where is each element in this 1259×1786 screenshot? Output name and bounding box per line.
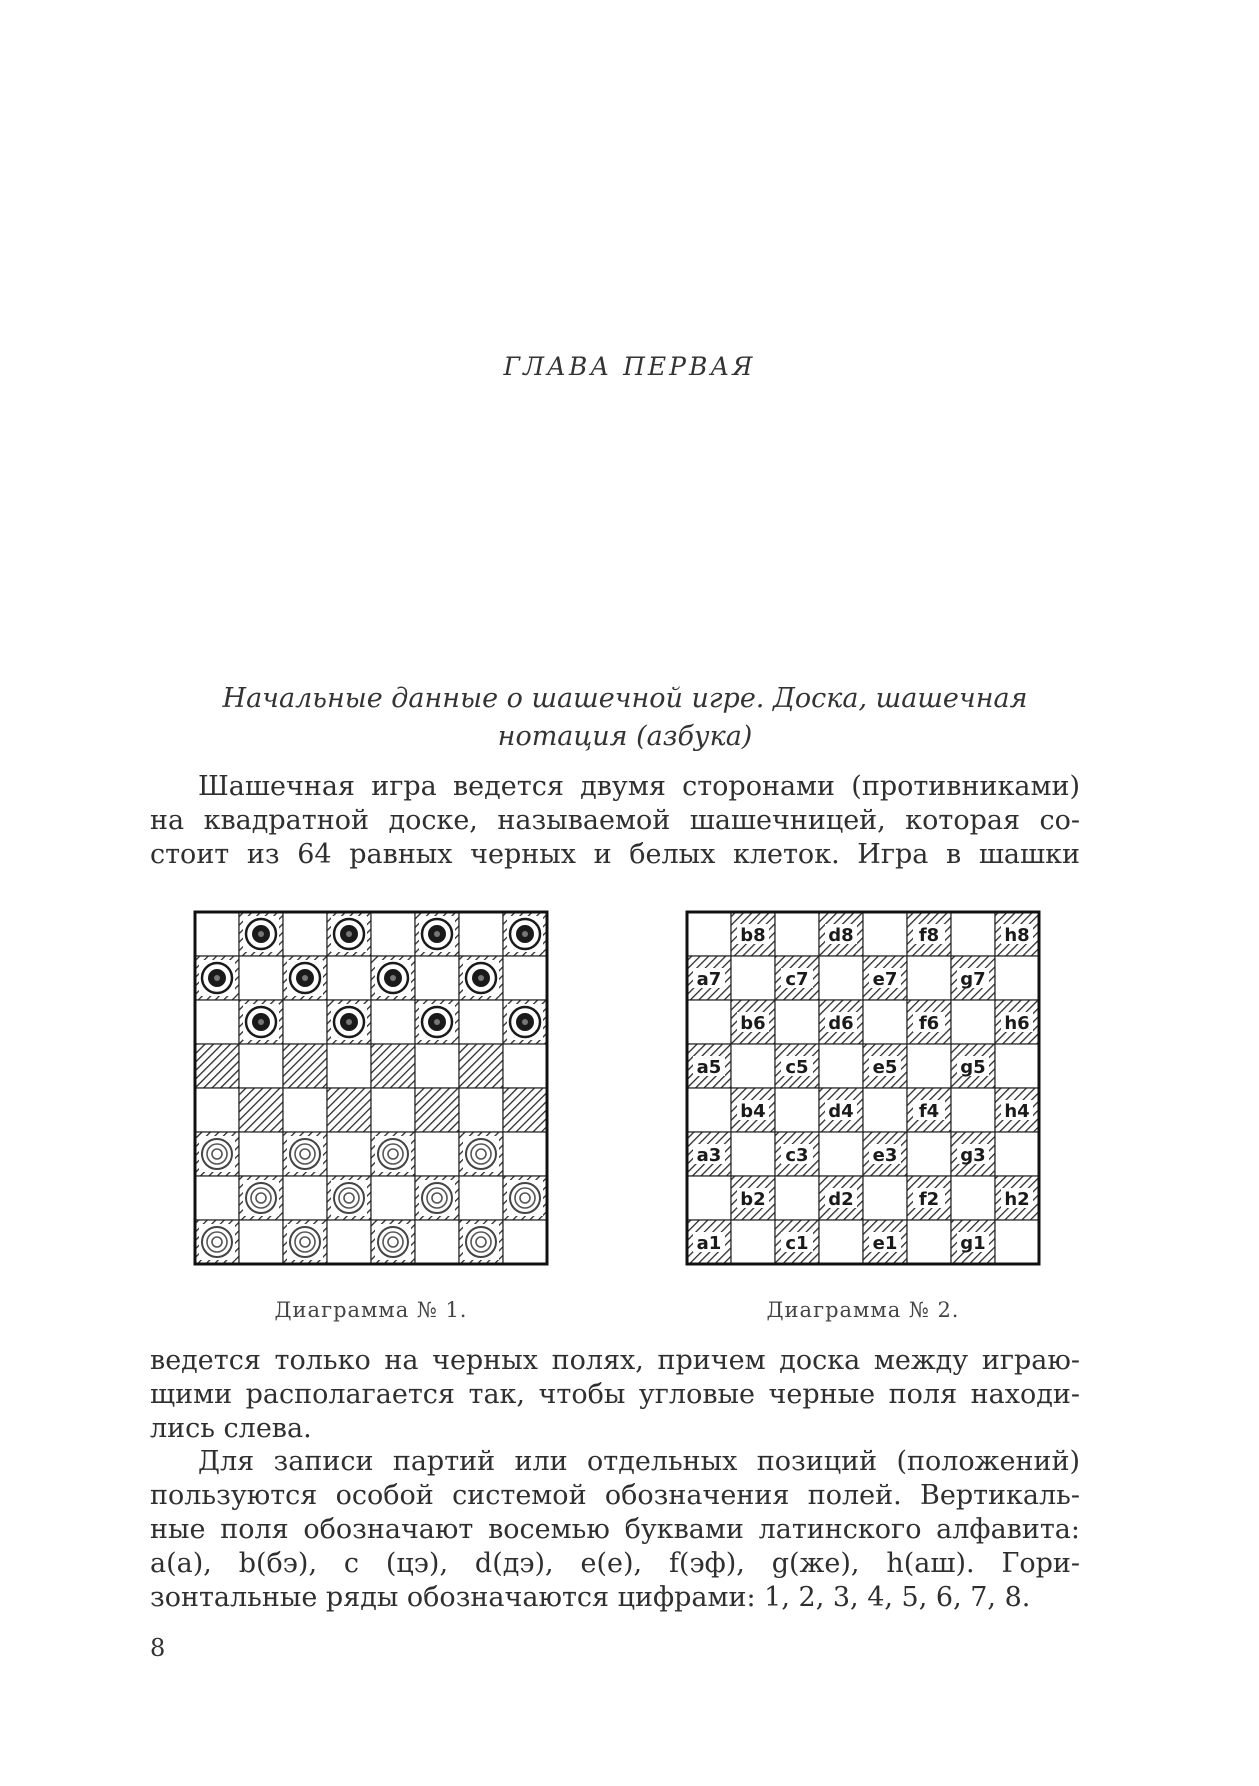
square-label: b4 <box>740 1101 766 1122</box>
light-square <box>731 956 775 1000</box>
light-square <box>239 1220 283 1264</box>
light-square <box>459 912 503 956</box>
square-label: e3 <box>872 1145 898 1166</box>
black-checker <box>243 916 279 952</box>
light-square <box>459 1000 503 1044</box>
square-label: h6 <box>1004 1013 1030 1034</box>
light-square <box>819 1220 863 1264</box>
dark-square <box>503 1088 547 1132</box>
text-line: a(а), b(бэ), c (цэ), d(дэ), e(е), f(эф), g(же), h(аш). Гори- <box>150 1548 1080 1579</box>
square-label: c3 <box>785 1145 809 1166</box>
paragraph-intro <box>150 770 1080 872</box>
light-square <box>371 1176 415 1220</box>
light-square <box>283 1000 327 1044</box>
light-square <box>687 1176 731 1220</box>
section-title-line-2: нотация (азбука) <box>497 721 753 752</box>
light-square <box>863 912 907 956</box>
square-label: c1 <box>785 1233 809 1254</box>
paragraph-board-placement <box>150 1344 1080 1446</box>
diagram-1-board <box>185 902 557 1274</box>
black-checker <box>419 1004 455 1040</box>
light-square <box>951 1088 995 1132</box>
square-label: a7 <box>696 969 722 990</box>
black-checker <box>199 960 235 996</box>
light-square <box>863 1176 907 1220</box>
dark-square <box>239 1088 283 1132</box>
light-square <box>951 1000 995 1044</box>
light-square <box>775 1088 819 1132</box>
white-checker <box>287 1224 323 1260</box>
white-checker <box>375 1136 411 1172</box>
square-label: b2 <box>740 1189 766 1210</box>
dark-square <box>327 1088 371 1132</box>
light-square <box>415 1132 459 1176</box>
page-number: 8 <box>150 1634 166 1662</box>
section-title-line-1: Начальные данные о шашечной игре. Доска, шашечная <box>222 683 1028 714</box>
light-square <box>775 1000 819 1044</box>
light-square <box>863 1088 907 1132</box>
square-label: f4 <box>918 1101 940 1122</box>
light-square <box>415 956 459 1000</box>
white-checker <box>243 1180 279 1216</box>
light-square <box>819 956 863 1000</box>
square-label: f8 <box>918 925 940 946</box>
light-square <box>195 1000 239 1044</box>
black-checker <box>331 1004 367 1040</box>
square-label: d6 <box>828 1013 854 1034</box>
white-checker <box>331 1180 367 1216</box>
square-label: h4 <box>1004 1101 1030 1122</box>
light-square <box>195 1176 239 1220</box>
light-square <box>239 956 283 1000</box>
text-line: ведется только на черных полях, причем доска между играю- <box>150 1345 1080 1376</box>
light-square <box>503 1220 547 1264</box>
light-square <box>995 1044 1039 1088</box>
text-line: щими располагается так, чтобы угловые черные поля находи- <box>150 1379 1080 1410</box>
diagram-2-board <box>677 902 1049 1274</box>
light-square <box>731 1220 775 1264</box>
paragraph-notation <box>150 1445 1080 1615</box>
square-label: a3 <box>696 1145 722 1166</box>
white-checker <box>463 1224 499 1260</box>
light-square <box>995 1132 1039 1176</box>
light-square <box>327 1220 371 1264</box>
text-line: пользуются особой системой обозначения полей. Вертикаль- <box>150 1480 1080 1511</box>
light-square <box>819 1132 863 1176</box>
black-checker <box>287 960 323 996</box>
diagram-2-caption: Диаграмма № 2. <box>766 1298 960 1322</box>
square-label: b8 <box>740 925 766 946</box>
light-square <box>239 1132 283 1176</box>
square-label: b6 <box>740 1013 766 1034</box>
white-checker <box>507 1180 543 1216</box>
light-square <box>687 1088 731 1132</box>
dark-square <box>459 1044 503 1088</box>
square-label: a5 <box>696 1057 722 1078</box>
light-square <box>195 912 239 956</box>
text-line: стоит из 64 равных черных и белых клеток. Игра в шашки <box>150 839 1080 870</box>
dark-square <box>371 1044 415 1088</box>
square-label: d8 <box>828 925 854 946</box>
light-square <box>371 1000 415 1044</box>
square-label: g5 <box>960 1057 986 1078</box>
square-label: d4 <box>828 1101 854 1122</box>
white-checker <box>199 1136 235 1172</box>
light-square <box>503 1044 547 1088</box>
text-line: ные поля обозначают восемью буквами латинского алфавита: <box>150 1514 1080 1545</box>
dark-square <box>283 1044 327 1088</box>
light-square <box>907 1220 951 1264</box>
square-label: h8 <box>1004 925 1030 946</box>
light-square <box>775 1176 819 1220</box>
light-square <box>327 956 371 1000</box>
black-checker <box>243 1004 279 1040</box>
white-checker <box>287 1136 323 1172</box>
light-square <box>239 1044 283 1088</box>
light-square <box>863 1000 907 1044</box>
black-checker <box>331 916 367 952</box>
square-label: h2 <box>1004 1189 1030 1210</box>
square-label: f6 <box>918 1013 940 1034</box>
text-line: Для записи партий или отдельных позиций (положений) <box>198 1446 1080 1477</box>
square-label: f2 <box>918 1189 940 1210</box>
light-square <box>415 1044 459 1088</box>
light-square <box>819 1044 863 1088</box>
square-label: g3 <box>960 1145 986 1166</box>
light-square <box>731 1044 775 1088</box>
square-label: g1 <box>960 1233 986 1254</box>
black-checker <box>419 916 455 952</box>
text-line: на квадратной доске, называемой шашечницей, которая со- <box>150 805 1080 836</box>
white-checker <box>375 1224 411 1260</box>
text-line: зонтальные ряды обозначаются цифрами: 1, 2, 3, 4, 5, 6, 7, 8. <box>150 1582 1031 1613</box>
text-line: лись слева. <box>150 1413 312 1444</box>
square-label: d2 <box>828 1189 854 1210</box>
diagram-1-caption: Диаграмма № 1. <box>274 1298 468 1322</box>
square-label: g7 <box>960 969 986 990</box>
light-square <box>195 1088 239 1132</box>
square-label: e7 <box>872 969 898 990</box>
light-square <box>283 912 327 956</box>
light-square <box>327 1044 371 1088</box>
light-square <box>951 1176 995 1220</box>
black-checker <box>507 1004 543 1040</box>
black-checker <box>375 960 411 996</box>
light-square <box>503 1132 547 1176</box>
white-checker <box>199 1224 235 1260</box>
light-square <box>731 1132 775 1176</box>
light-square <box>687 1000 731 1044</box>
text-line: Шашечная игра ведется двумя сторонами (противниками) <box>198 771 1080 802</box>
dark-square <box>195 1044 239 1088</box>
light-square <box>415 1220 459 1264</box>
light-square <box>327 1132 371 1176</box>
light-square <box>687 912 731 956</box>
light-square <box>995 1220 1039 1264</box>
light-square <box>371 912 415 956</box>
square-label: c5 <box>785 1057 809 1078</box>
square-label: e1 <box>872 1233 898 1254</box>
section-title <box>160 680 1090 756</box>
light-square <box>907 1044 951 1088</box>
square-label: a1 <box>696 1233 722 1254</box>
light-square <box>907 1132 951 1176</box>
light-square <box>459 1176 503 1220</box>
dark-square <box>415 1088 459 1132</box>
light-square <box>503 956 547 1000</box>
square-label: e5 <box>872 1057 898 1078</box>
chapter-heading: ГЛАВА ПЕРВАЯ <box>503 352 756 381</box>
light-square <box>459 1088 503 1132</box>
light-square <box>951 912 995 956</box>
black-checker <box>463 960 499 996</box>
light-square <box>283 1088 327 1132</box>
light-square <box>371 1088 415 1132</box>
white-checker <box>463 1136 499 1172</box>
light-square <box>995 956 1039 1000</box>
light-square <box>283 1176 327 1220</box>
white-checker <box>419 1180 455 1216</box>
light-square <box>907 956 951 1000</box>
black-checker <box>507 916 543 952</box>
square-label: c7 <box>785 969 809 990</box>
light-square <box>775 912 819 956</box>
